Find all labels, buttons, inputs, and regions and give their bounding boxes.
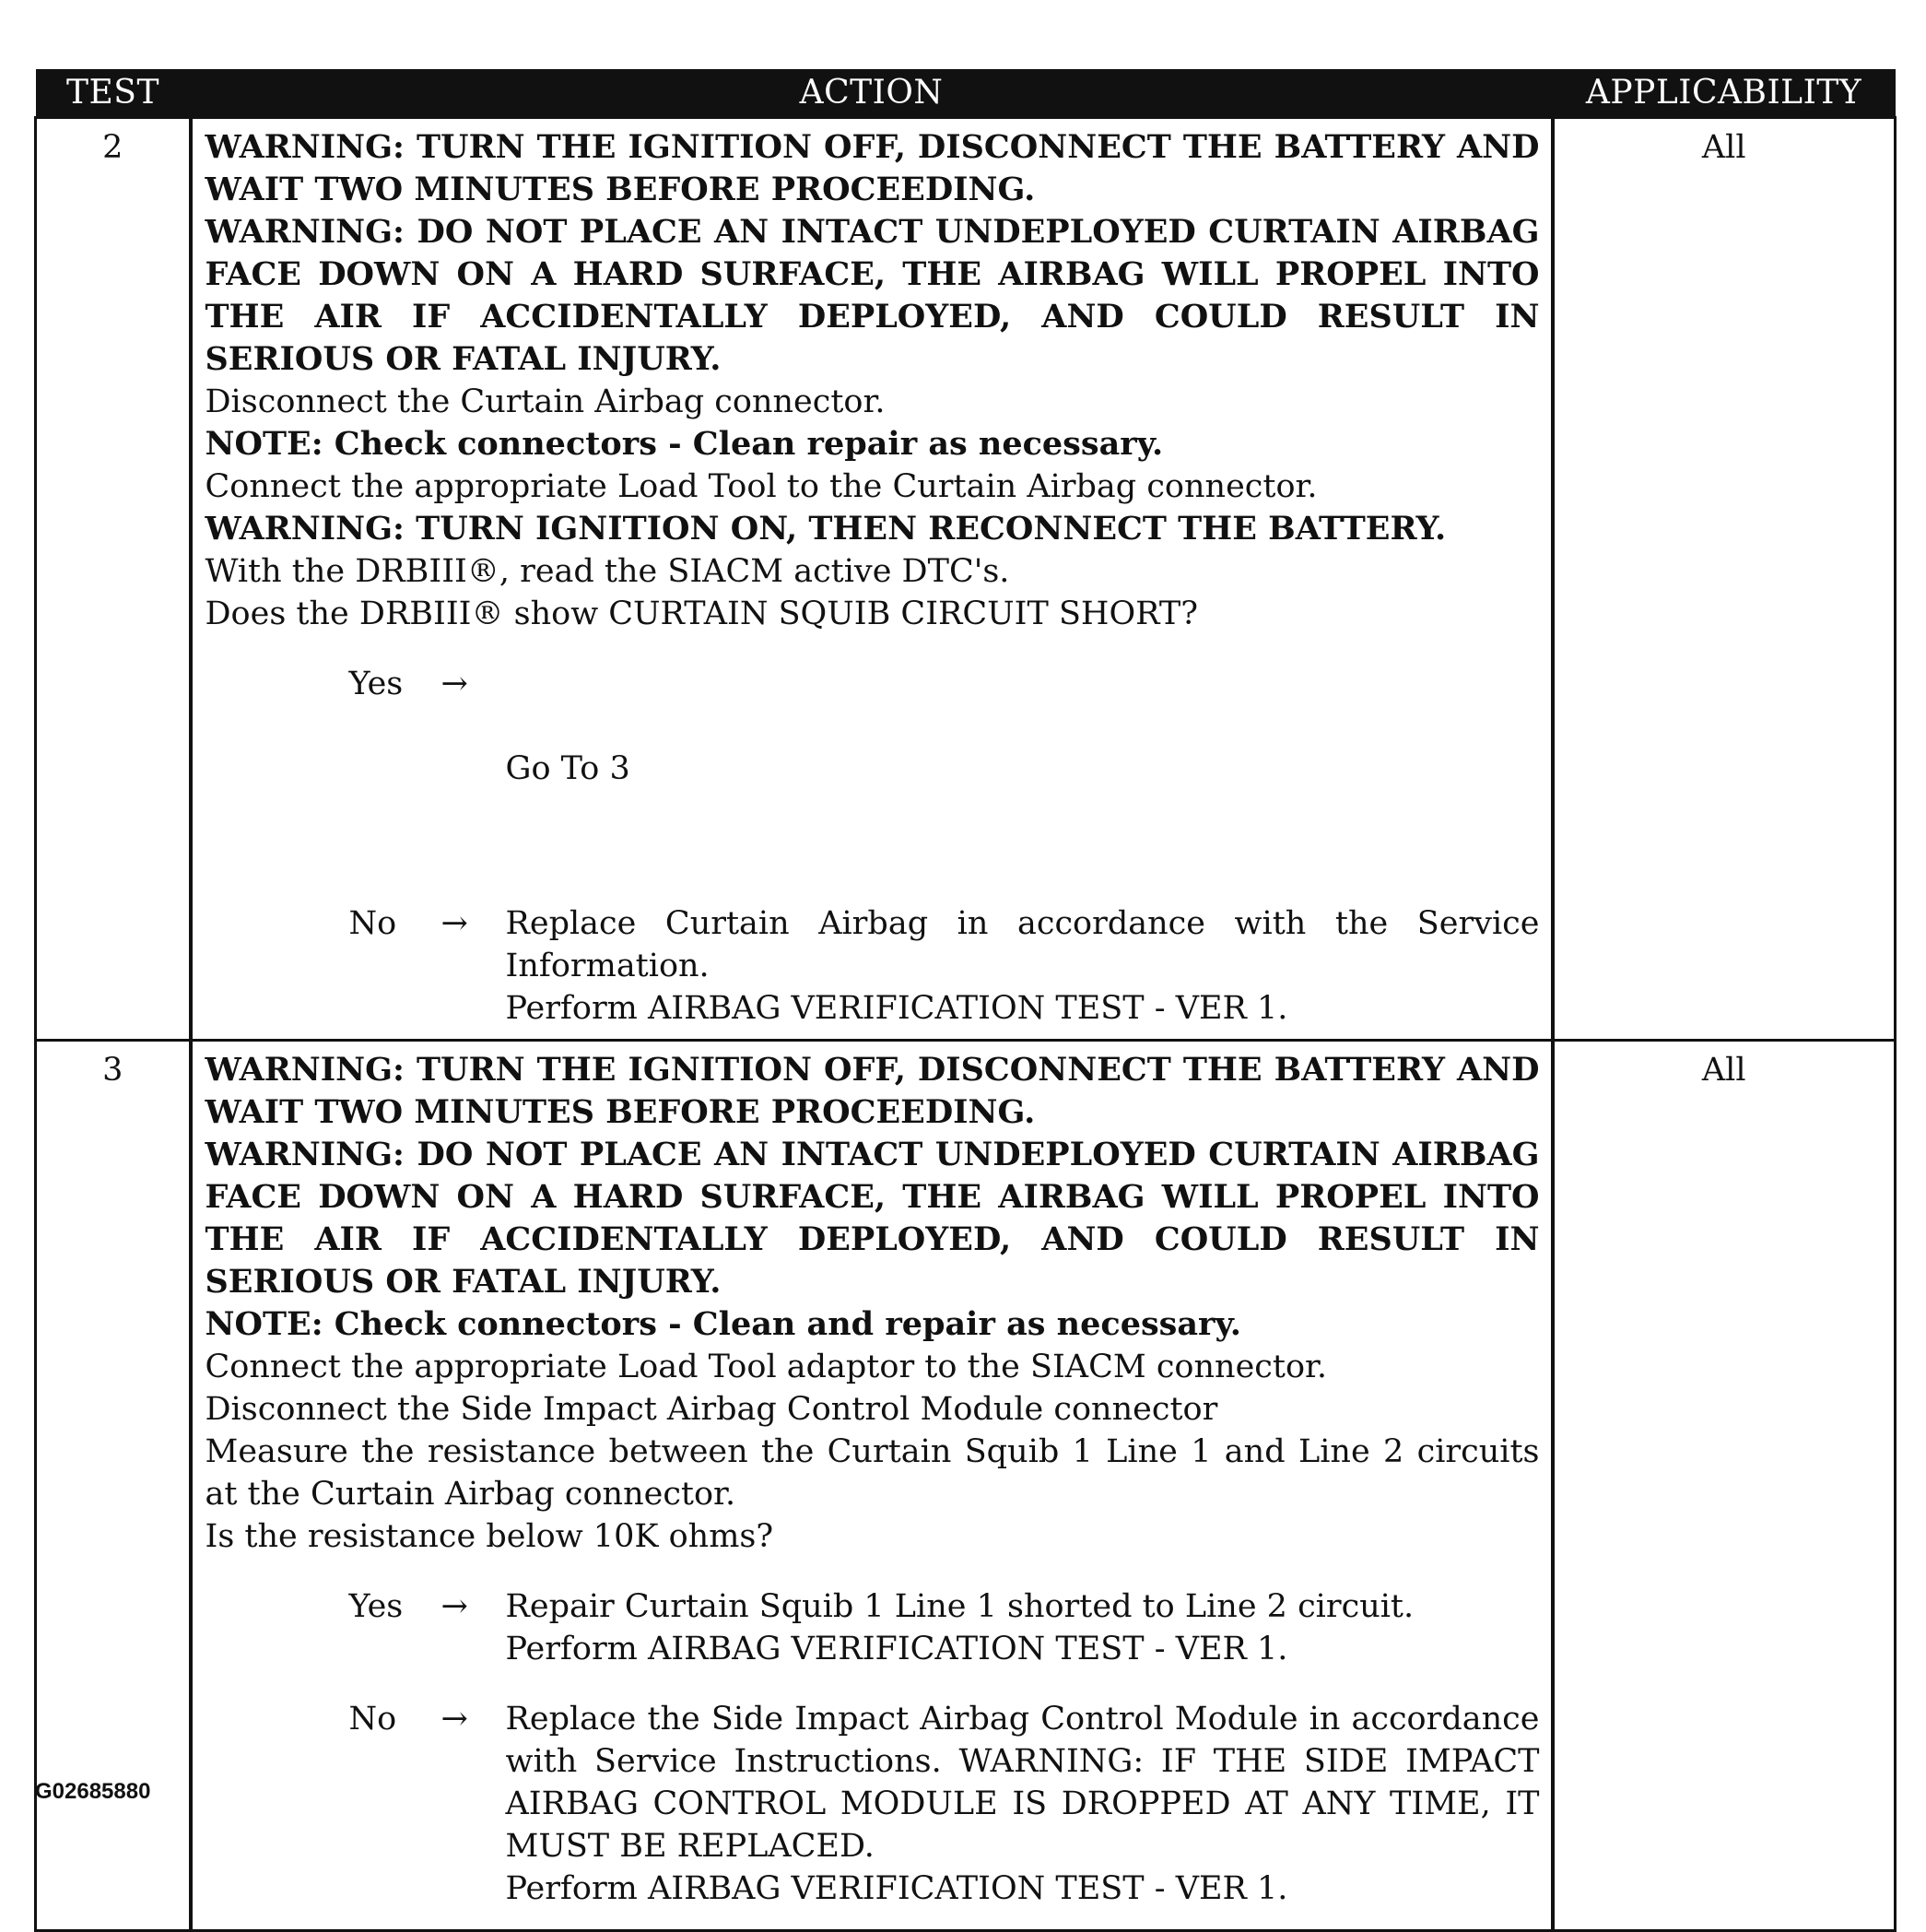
warning-text: WARNING: TURN IGNITION ON, THEN RECONNECT THE BATTERY. bbox=[205, 510, 1447, 548]
figure-id: G02685880 bbox=[35, 1779, 151, 1804]
header-applicability: APPLICABILITY bbox=[1553, 69, 1896, 118]
result-label: No bbox=[348, 1701, 397, 1738]
right-arrow-icon: → bbox=[440, 1701, 468, 1738]
result-no bbox=[206, 1698, 1540, 1910]
instruction-text: With the DRBIII®, read the SIACM active DTC's. bbox=[205, 553, 1010, 590]
question-text: Is the resistance below 10K ohms? bbox=[205, 1518, 774, 1555]
instruction-text: Measure the resistance between the Curtain Squib 1 Line 1 and Line 2 circuits at the Curtain Airbag connector. bbox=[205, 1433, 1540, 1513]
right-arrow-icon: → bbox=[440, 905, 468, 942]
result-yes bbox=[206, 663, 1540, 875]
result-followup-text: Perform AIRBAG VERIFICATION TEST - VER 1. bbox=[505, 1631, 1288, 1667]
result-text: Repair Curtain Squib 1 Line 1 shorted to Line 2 circuit. bbox=[505, 1588, 1415, 1625]
table-header-row bbox=[36, 69, 1896, 118]
instruction-text: Connect the appropriate Load Tool adaptor to the SIACM connector. bbox=[205, 1349, 1328, 1385]
warning-text: WARNING: DO NOT PLACE AN INTACT UNDEPLOYED CURTAIN AIRBAG FACE DOWN ON A HARD SURFACE, THE AIRBAG WILL PROPEL INTO THE AIR IF ACCIDENTALLY DEPLOYED, AND COULD RESULT IN SERIOUS OR FATAL INJURY. bbox=[205, 1136, 1540, 1301]
result-label: Yes bbox=[348, 666, 404, 702]
result-text: Replace the Side Impact Airbag Control Module in accordance with Service Instructions. WARNING: IF THE SIDE IMPACT AIRBAG CONTROL MODULE IS DROPPED AT ANY TIME, IT MUST BE REPLACED. bbox=[505, 1701, 1540, 1865]
table-row bbox=[36, 118, 1896, 1041]
instruction-text: Disconnect the Curtain Airbag connector. bbox=[205, 383, 886, 420]
result-no bbox=[206, 902, 1540, 1030]
note-text: NOTE: Check connectors - Clean and repair as necessary. bbox=[205, 1305, 1241, 1343]
result-label: Yes bbox=[348, 1588, 404, 1625]
header-action: ACTION bbox=[191, 69, 1553, 118]
warning-text: WARNING: TURN THE IGNITION OFF, DISCONNECT THE BATTERY AND WAIT TWO MINUTES BEFORE PROCEEDING. bbox=[205, 128, 1540, 208]
result-followup-text: Perform AIRBAG VERIFICATION TEST - VER 1. bbox=[505, 1870, 1288, 1907]
right-arrow-icon: → bbox=[440, 666, 468, 702]
instruction-text: Disconnect the Side Impact Airbag Control Module connector bbox=[205, 1391, 1218, 1428]
right-arrow-icon: → bbox=[440, 1588, 468, 1625]
action-cell bbox=[191, 118, 1553, 1041]
question-text: Does the DRBIII® show CURTAIN SQUIB CIRCUIT SHORT? bbox=[205, 595, 1198, 632]
header-test: TEST bbox=[36, 69, 191, 118]
instruction-text: Connect the appropriate Load Tool to the Curtain Airbag connector. bbox=[205, 468, 1318, 505]
warning-text: WARNING: DO NOT PLACE AN INTACT UNDEPLOYED CURTAIN AIRBAG FACE DOWN ON A HARD SURFACE, THE AIRBAG WILL PROPEL INTO THE AIR IF ACCIDENTALLY DEPLOYED, AND COULD RESULT IN SERIOUS OR FATAL INJURY. bbox=[205, 213, 1540, 378]
action-cell bbox=[191, 1041, 1553, 1931]
test-number: 2 bbox=[36, 118, 191, 1041]
applicability-value: All bbox=[1553, 118, 1896, 1041]
result-yes bbox=[206, 1585, 1540, 1670]
result-text: Go To 3 bbox=[505, 750, 630, 787]
result-text: Replace Curtain Airbag in accordance with the Service Information. bbox=[505, 905, 1540, 984]
test-number: 3 bbox=[36, 1041, 191, 1931]
applicability-value: All bbox=[1553, 1041, 1896, 1931]
table-row bbox=[36, 1041, 1896, 1931]
result-label: No bbox=[348, 905, 397, 942]
result-followup-text: Perform AIRBAG VERIFICATION TEST - VER 1. bbox=[505, 990, 1288, 1027]
diagnostic-test-table bbox=[34, 69, 1897, 1932]
note-text: NOTE: Check connectors - Clean repair as necessary. bbox=[205, 425, 1164, 463]
warning-text: WARNING: TURN THE IGNITION OFF, DISCONNECT THE BATTERY AND WAIT TWO MINUTES BEFORE PROCEEDING. bbox=[205, 1051, 1540, 1131]
